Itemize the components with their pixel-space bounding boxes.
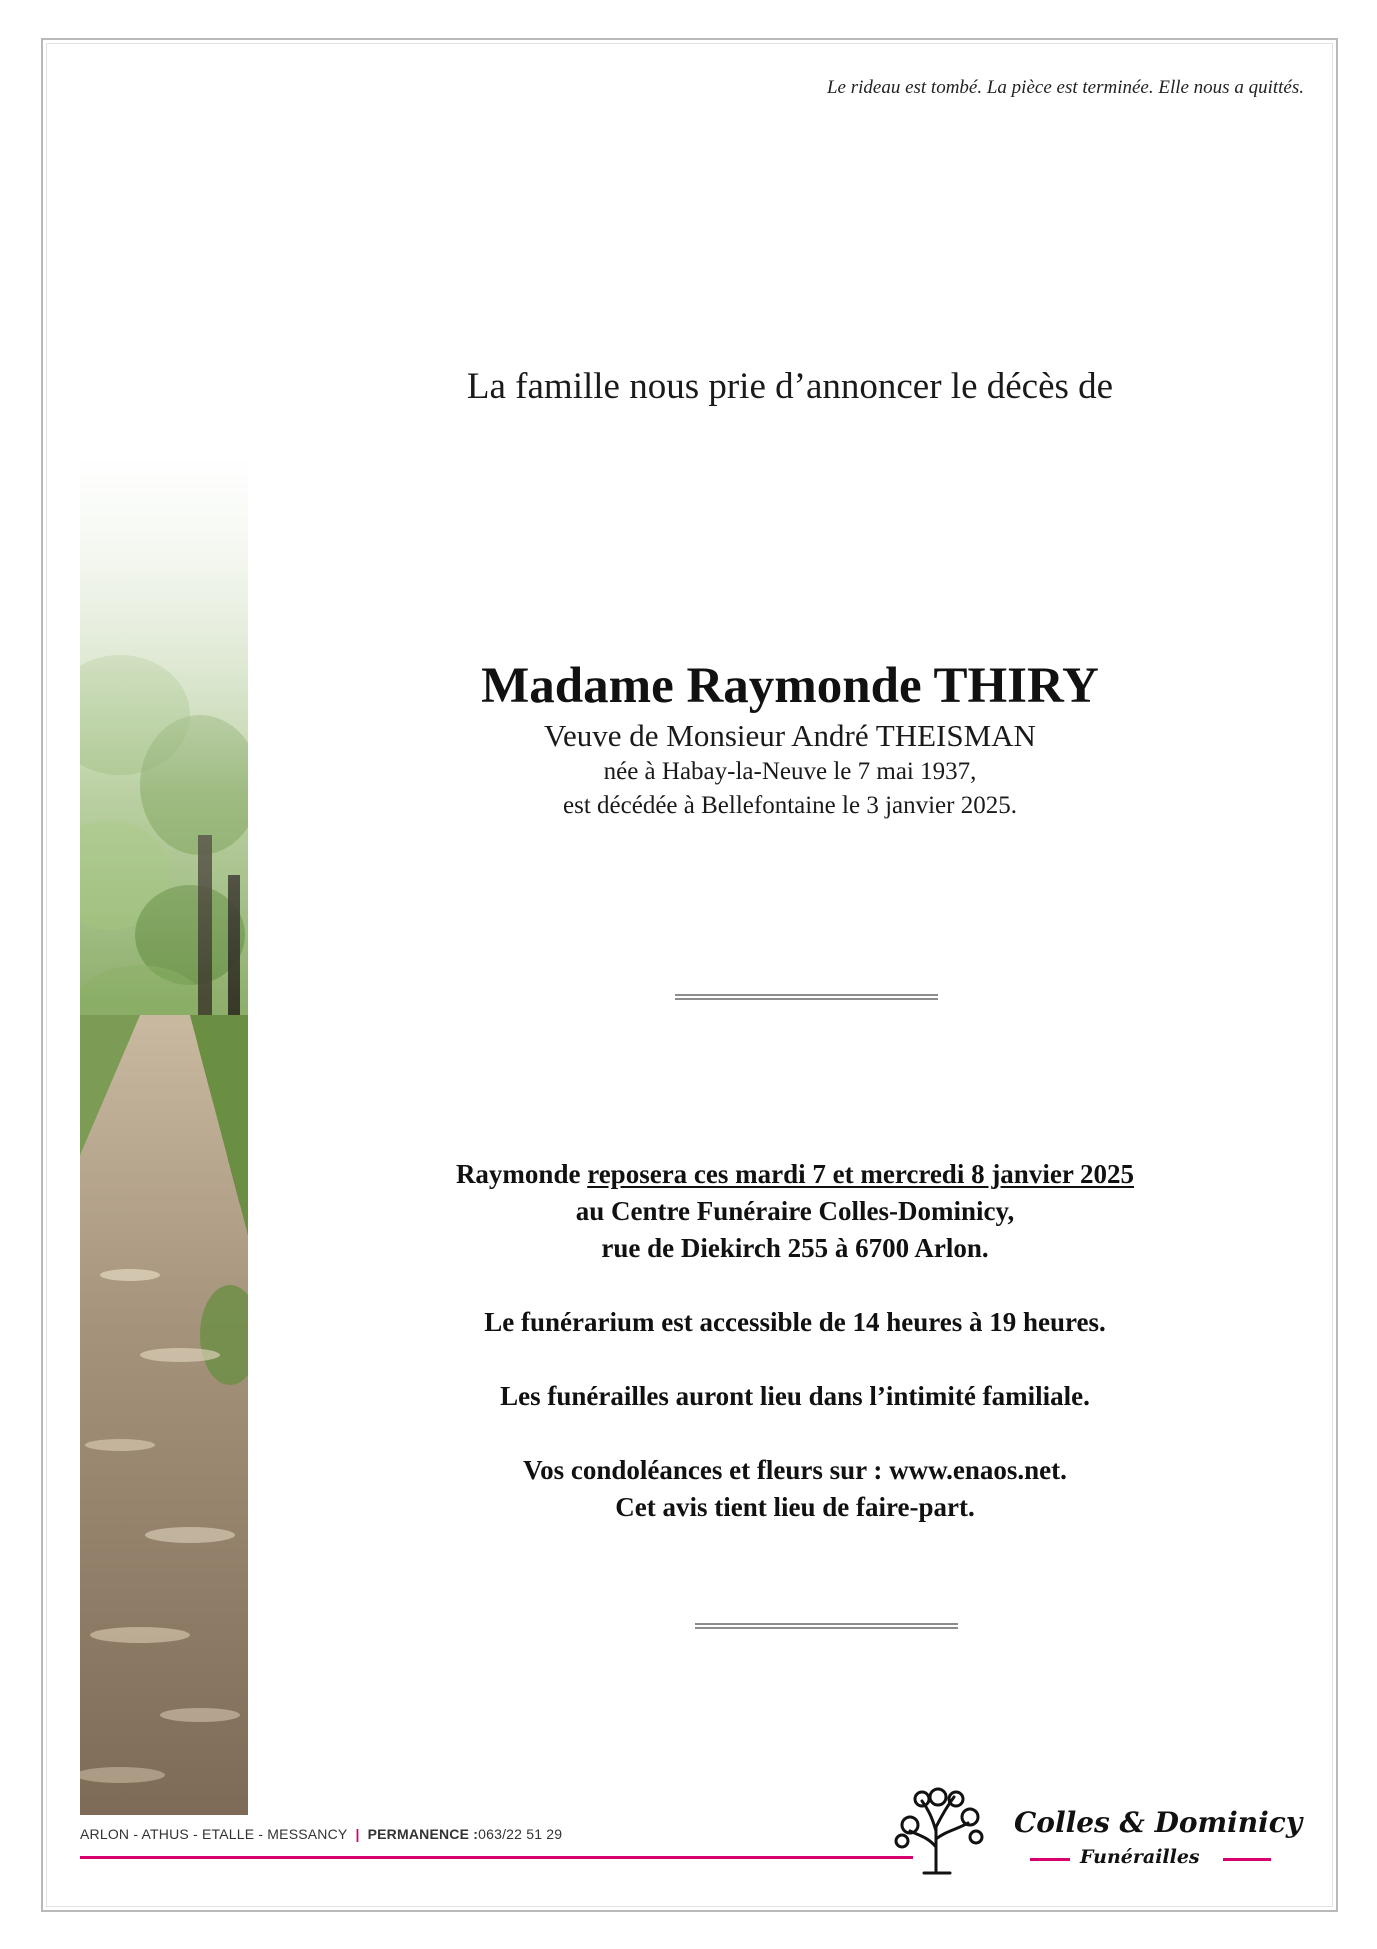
brand-sub-text: Funérailles (1080, 1846, 1200, 1868)
announcement: La famille nous prie d’annoncer le décès de (466, 366, 1114, 407)
footer-accent-line (80, 1856, 913, 1859)
epigraph: Le rideau est tombé. La pièce est terminée. Elle nous a quittés. (826, 77, 1304, 98)
condolences-line: Vos condoléances et fleurs sur : www.enaos.net. (523, 1455, 1067, 1485)
double-rule-divider (695, 1623, 958, 1629)
venue-line: au Centre Funéraire Colles-Dominicy, (575, 1196, 1015, 1226)
notice-line: Cet avis tient lieu de faire-part. (615, 1492, 975, 1522)
tree-icon (888, 1787, 988, 1875)
locations: ARLON - ATHUS - ETALLE - MESSANCY (80, 1826, 348, 1842)
viewing-dates: reposera ces mardi 7 et mercredi 8 janvier 2025 (587, 1159, 1135, 1189)
deceased-block (300, 655, 1280, 823)
arrangements (300, 1156, 1290, 1526)
birth-info: née à Habay-la-Neuve le 7 mai 1937, (603, 758, 977, 785)
brand-accent-line (1223, 1858, 1271, 1861)
address-line: rue de Diekirch 255 à 6700 Arlon. (601, 1233, 989, 1263)
viewing-line (300, 1156, 1290, 1193)
double-rule-divider (675, 994, 938, 1000)
widow-of: Veuve de Monsieur André THEISMAN (544, 718, 1036, 753)
brand-subtitle (1030, 1846, 1280, 1872)
deceased-name: Madame Raymonde THIRY (481, 658, 1099, 714)
footer-divider: | (355, 1826, 360, 1842)
first-name: Raymonde (455, 1159, 588, 1189)
funeral-line: Les funérailles auront lieu dans l’intimité familiale. (500, 1381, 1090, 1411)
hours-line: Le funérarium est accessible de 14 heures à 19 heures. (484, 1307, 1106, 1337)
permanence-label: PERMANENCE : (367, 1826, 479, 1842)
footer-contact (80, 1826, 562, 1842)
brand-accent-line (1030, 1858, 1070, 1861)
permanence-phone: 063/22 51 29 (478, 1826, 563, 1842)
forest-path-photo (80, 455, 248, 1815)
brand-name: Colles & Dominicy (1014, 1806, 1303, 1839)
death-info: est décédée à Bellefontaine le 3 janvier 2025. (563, 792, 1017, 819)
